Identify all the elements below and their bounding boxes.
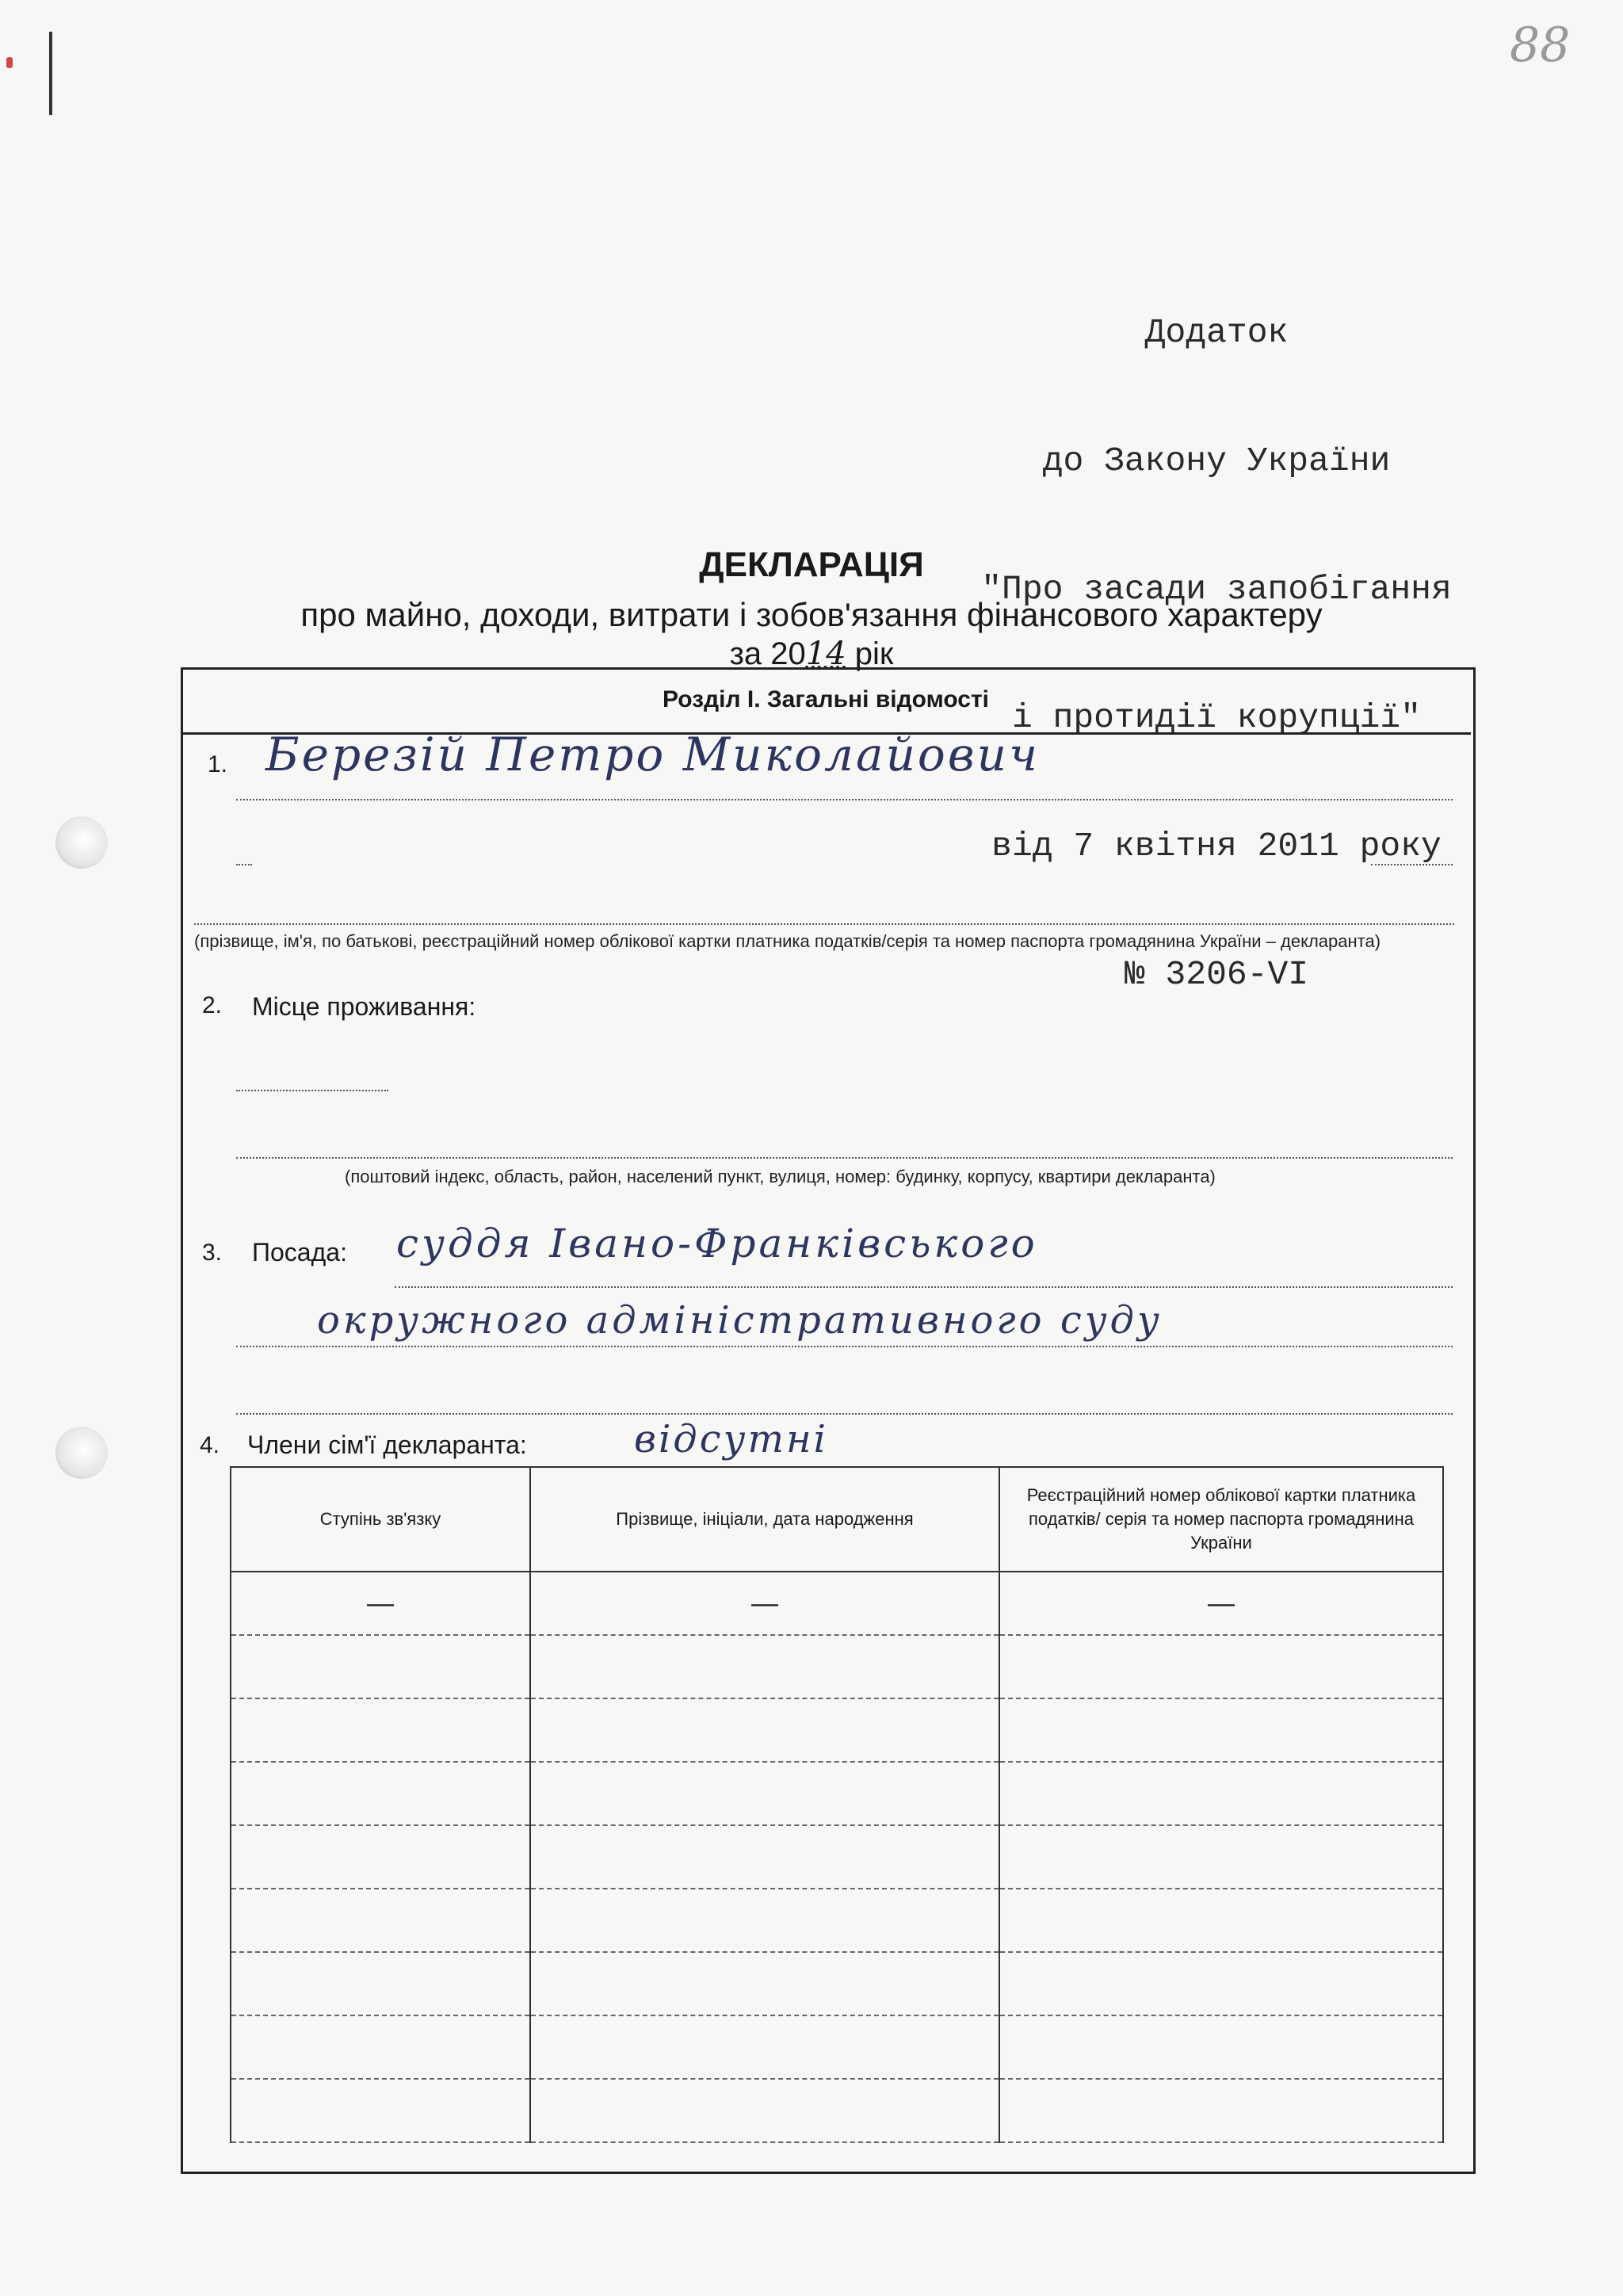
declaration-title: ДЕКЛАРАЦІЯ bbox=[699, 545, 924, 584]
item-1-line-3 bbox=[194, 923, 1454, 925]
table-header-relation: Ступінь зв'язку bbox=[231, 1467, 530, 1572]
addendum-line: до Закону України bbox=[1042, 441, 1391, 480]
table-cell: — bbox=[999, 1572, 1443, 1635]
addendum-line: від 7 квітня 2011 року bbox=[991, 827, 1442, 865]
table-cell: — bbox=[530, 1572, 999, 1635]
family-members-label: Члени сім'ї декларанта: bbox=[247, 1431, 527, 1459]
table-cell bbox=[999, 1952, 1443, 2015]
item-3-line-1 bbox=[395, 1286, 1453, 1288]
residence-label: Місце проживання: bbox=[252, 992, 476, 1021]
page-number: 88 bbox=[1510, 17, 1571, 73]
table-cell bbox=[530, 2079, 999, 2142]
table-cell bbox=[999, 1889, 1443, 1952]
year-prefix: за 20 bbox=[729, 636, 806, 671]
table-cell bbox=[231, 2079, 530, 2142]
table-row bbox=[231, 1762, 1443, 1825]
table-row bbox=[231, 2015, 1443, 2079]
table-cell bbox=[999, 1635, 1443, 1698]
table-header-name: Прізвище, ініціали, дата народження bbox=[530, 1467, 999, 1572]
position-label: Посада: bbox=[252, 1238, 347, 1266]
addendum-line: "Про засади запобігання bbox=[981, 570, 1452, 609]
table-cell bbox=[530, 1889, 999, 1952]
table-header-row bbox=[231, 1467, 1443, 1572]
position-value-line-1: суддя Івано-Франківського bbox=[396, 1221, 1038, 1266]
table-cell bbox=[999, 2015, 1443, 2079]
table-row bbox=[231, 1952, 1443, 2015]
table-cell bbox=[530, 1635, 999, 1698]
table-cell bbox=[999, 1762, 1443, 1825]
item-2-caption: (поштовий індекс, область, район, населений пункт, вулиця, номер: будинку, корпусу, квартири декларанта) bbox=[345, 1167, 1216, 1186]
item-4-number: 4. bbox=[200, 1432, 220, 1458]
table-cell bbox=[999, 1698, 1443, 1762]
table-cell bbox=[530, 1762, 999, 1825]
item-1-line-2b bbox=[1371, 864, 1453, 865]
addendum-line: Додаток bbox=[1144, 313, 1289, 352]
item-2-line-1 bbox=[236, 1090, 388, 1091]
table-row bbox=[231, 1635, 1443, 1698]
table-row bbox=[231, 1698, 1443, 1762]
table-cell bbox=[530, 2015, 999, 2079]
declarant-name: Березій Петро Миколайович bbox=[265, 728, 1041, 781]
table-header-tax-id: Реєстраційний номер облікової картки платника податків/ серія та номер паспорта громадянина України bbox=[999, 1467, 1443, 1572]
punch-hole-top bbox=[55, 816, 108, 869]
item-3-line-3 bbox=[236, 1413, 1453, 1415]
table-cell bbox=[999, 2079, 1443, 2142]
margin-mark bbox=[49, 32, 52, 115]
addendum-line: № 3206-VI bbox=[1124, 955, 1309, 994]
table-row bbox=[231, 2079, 1443, 2142]
item-1-number: 1. bbox=[208, 751, 228, 777]
table-cell bbox=[231, 1825, 530, 1889]
item-1-line-2a bbox=[236, 864, 252, 865]
table-cell bbox=[530, 1698, 999, 1762]
section-title: Розділ I. Загальні відомості bbox=[181, 667, 1471, 735]
table-cell bbox=[530, 1825, 999, 1889]
item-1-line-1 bbox=[236, 799, 1453, 800]
item-3-number: 3. bbox=[202, 1240, 223, 1266]
table-row bbox=[231, 1825, 1443, 1889]
table-row bbox=[231, 1572, 1443, 1635]
addendum-line: і протидії корупції" bbox=[1011, 698, 1422, 737]
item-3-line-2 bbox=[236, 1346, 1453, 1347]
year-suffix: рік bbox=[846, 636, 894, 671]
table-cell bbox=[530, 1952, 999, 2015]
table-cell bbox=[231, 1889, 530, 1952]
family-members-table bbox=[230, 1466, 1444, 2143]
table-cell bbox=[231, 1698, 530, 1762]
item-1-caption: (прізвище, ім'я, по батькові, реєстраційний номер облікової картки платника податків/серія та номер паспорта громадянина України – декларанта) bbox=[194, 931, 1381, 951]
table-cell bbox=[231, 2015, 530, 2079]
table-cell bbox=[231, 1952, 530, 2015]
punch-hole-bottom bbox=[55, 1427, 108, 1479]
year-handwritten: 14 bbox=[805, 636, 846, 672]
table-cell bbox=[231, 1635, 530, 1698]
position-value-line-2: окружного адміністративного суду bbox=[317, 1298, 1163, 1343]
table-row bbox=[231, 1889, 1443, 1952]
item-2-line-2 bbox=[236, 1157, 1453, 1159]
table-cell bbox=[231, 1762, 530, 1825]
declaration-subtitle: про майно, доходи, витрати і зобов'язання фінансового характеру bbox=[300, 596, 1323, 633]
margin-mark-red bbox=[6, 57, 13, 68]
family-members-value: відсутні bbox=[634, 1417, 828, 1461]
table-cell bbox=[999, 1825, 1443, 1889]
item-2-number: 2. bbox=[202, 992, 223, 1018]
table-cell: — bbox=[231, 1572, 530, 1635]
